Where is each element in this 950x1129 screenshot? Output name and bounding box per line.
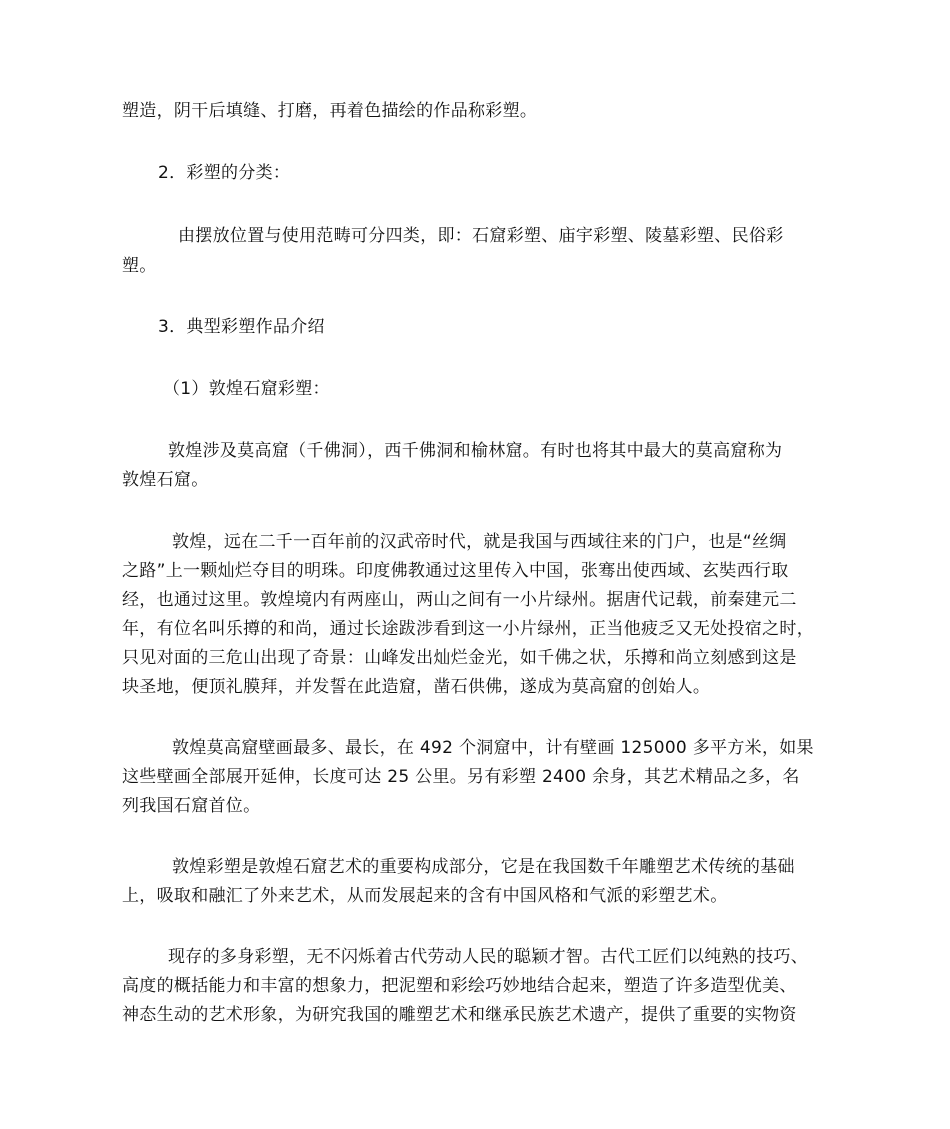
paragraph-line: 塑造，阴干后填缝、打磨，再着色描绘的作品称彩塑。	[122, 101, 538, 121]
paragraph-line: 敦煌石窟。	[122, 470, 209, 490]
paragraph-line: 敦煌涉及莫高窟（千佛洞），西千佛洞和榆林窟。有时也将其中最大的莫高窟称为	[168, 441, 783, 461]
section-heading: 3．典型彩塑作品介绍	[158, 317, 325, 337]
paragraph-line: 由摆放位置与使用范畴可分四类，即：石窟彩塑、庙宇彩塑、陵墓彩塑、民俗彩	[178, 226, 784, 246]
paragraph-line: 经，也通过这里。敦煌境内有两座山，两山之间有一小片绿州。据唐代记载，前秦建元二	[122, 590, 797, 610]
paragraph-line: 列我国石窟首位。	[122, 796, 261, 816]
paragraph-line: 这些壁画全部展开延伸，长度可达 25 公里。另有彩塑 2400 余身，其艺术精品之多，名	[122, 767, 800, 787]
paragraph-line: 敦煌莫高窟壁画最多、最长，在 492 个洞窟中，计有壁画 125000 多平方米，如果	[172, 738, 814, 758]
paragraph-line: 敦煌，远在二千一百年前的汉武帝时代，就是我国与西域往来的门户，也是“丝绸	[172, 532, 787, 552]
paragraph-line: 上，吸取和融汇了外来艺术，从而发展起来的含有中国风格和气派的彩塑艺术。	[122, 886, 728, 906]
paragraph-line: 高度的概括能力和丰富的想象力，把泥塑和彩绘巧妙地结合起来，塑造了许多造型优美、	[122, 976, 797, 996]
paragraph-line: 现存的多身彩塑，无不闪烁着古代劳动人民的聪颖才智。古代工匠们以纯熟的技巧、	[168, 947, 809, 967]
paragraph-line: 敦煌彩塑是敦煌石窟艺术的重要构成部分，它是在我国数千年雕塑艺术传统的基础	[172, 857, 795, 877]
paragraph-line: 神态生动的艺术形象，为研究我国的雕塑艺术和继承民族艺术遗产，提供了重要的实物资	[122, 1005, 797, 1025]
paragraph-line: 塑。	[122, 256, 157, 276]
paragraph-line: 只见对面的三危山出现了奇景：山峰发出灿烂金光，如千佛之状，乐撙和尚立刻感到这是	[122, 648, 797, 668]
paragraph-line: 年，有位名叫乐撙的和尚，通过长途跋涉看到这一小片绿州，正当他疲乏又无处投宿之时，	[122, 619, 814, 639]
paragraph-line: 块圣地，便顶礼膜拜，并发誓在此造窟，凿石供佛，遂成为莫高窟的创始人。	[122, 677, 711, 697]
paragraph-line: 之路”上一颗灿烂夺目的明珠。印度佛教通过这里传入中国，张骞出使西域、玄奘西行取	[122, 561, 789, 581]
subsection-heading: （1）敦煌石窟彩塑：	[163, 379, 330, 399]
section-heading: 2．彩塑的分类：	[158, 163, 291, 183]
